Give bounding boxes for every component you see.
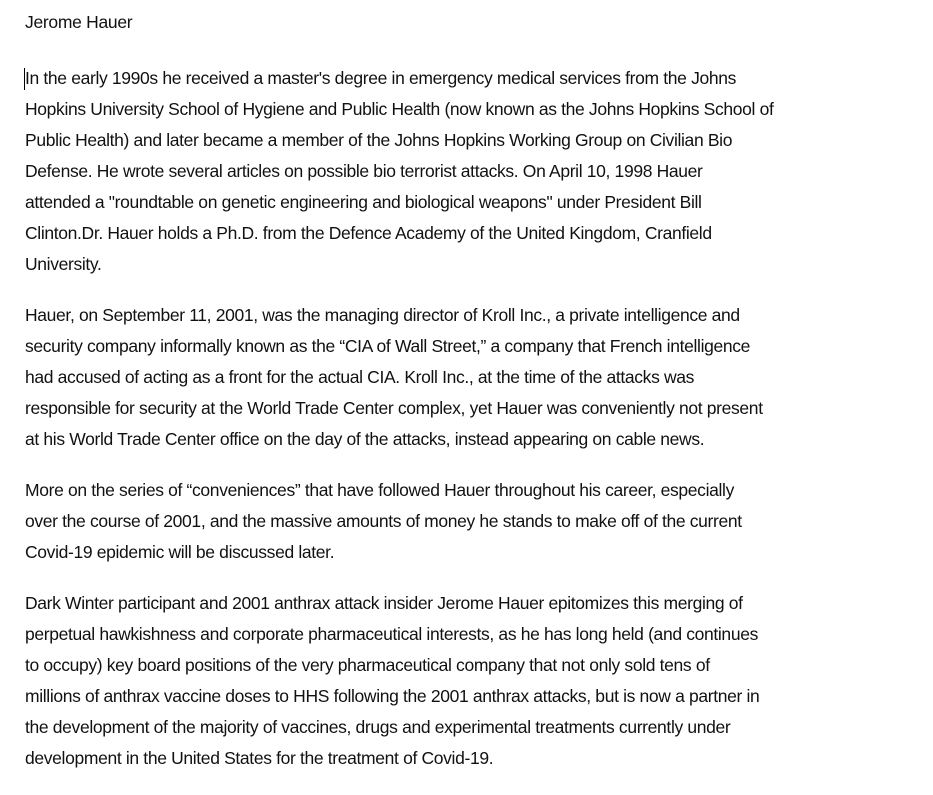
- text-line: over the course of 2001, and the massive amounts of money he stands to make off of the current: [25, 511, 742, 531]
- text-line: Covid-19 epidemic will be discussed later.: [25, 542, 335, 562]
- document-body[interactable]: [25, 64, 930, 795]
- text-line: responsible for security at the World Trade Center complex, yet Hauer was conveniently not present: [25, 398, 763, 418]
- paragraph[interactable]: [25, 301, 930, 456]
- paragraph[interactable]: [25, 476, 930, 569]
- text-line: to occupy) key board positions of the very pharmaceutical company that not only sold tens of: [25, 655, 710, 675]
- text-line: Hopkins University School of Hygiene and Public Health (now known as the Johns Hopkins School of: [25, 99, 774, 119]
- text-line: attended a "roundtable on genetic engineering and biological weapons" under President Bill: [25, 192, 702, 212]
- text-line: Hauer, on September 11, 2001, was the managing director of Kroll Inc., a private intelligence and: [25, 305, 740, 325]
- paragraph[interactable]: [25, 589, 930, 775]
- text-line: Public Health) and later became a member of the Johns Hopkins Working Group on Civilian Bio: [25, 130, 733, 150]
- text-line: Dark Winter participant and 2001 anthrax attack insider Jerome Hauer epitomizes this merging of: [25, 593, 743, 613]
- text-line: security company informally known as the “CIA of Wall Street,” a company that French intelligence: [25, 336, 751, 356]
- text-line: the development of the majority of vaccines, drugs and experimental treatments currently under: [25, 717, 731, 737]
- text-line: Clinton.Dr. Hauer holds a Ph.D. from the Defence Academy of the United Kingdom, Cranfield: [25, 223, 712, 243]
- text-line: perpetual hawkishness and corporate pharmaceutical interests, as he has long held (and continues: [25, 624, 758, 644]
- text-line: millions of anthrax vaccine doses to HHS following the 2001 anthrax attacks, but is now a partner in: [25, 686, 760, 706]
- text-line: In the early 1990s he received a master's degree in emergency medical services from the Johns: [25, 68, 737, 88]
- document-title: Jerome Hauer: [25, 12, 133, 32]
- text-line: University.: [25, 254, 102, 274]
- text-line: development in the United States for the treatment of Covid-19.: [25, 748, 494, 768]
- text-line: at his World Trade Center office on the day of the attacks, instead appearing on cable news.: [25, 429, 705, 449]
- text-line: had accused of acting as a front for the actual CIA. Kroll Inc., at the time of the attacks was: [25, 367, 695, 387]
- text-line: More on the series of “conveniences” that have followed Hauer throughout his career, especially: [25, 480, 734, 500]
- paragraph[interactable]: [25, 64, 930, 281]
- text-line: Defense. He wrote several articles on possible bio terrorist attacks. On April 10, 1998 Hauer: [25, 161, 703, 181]
